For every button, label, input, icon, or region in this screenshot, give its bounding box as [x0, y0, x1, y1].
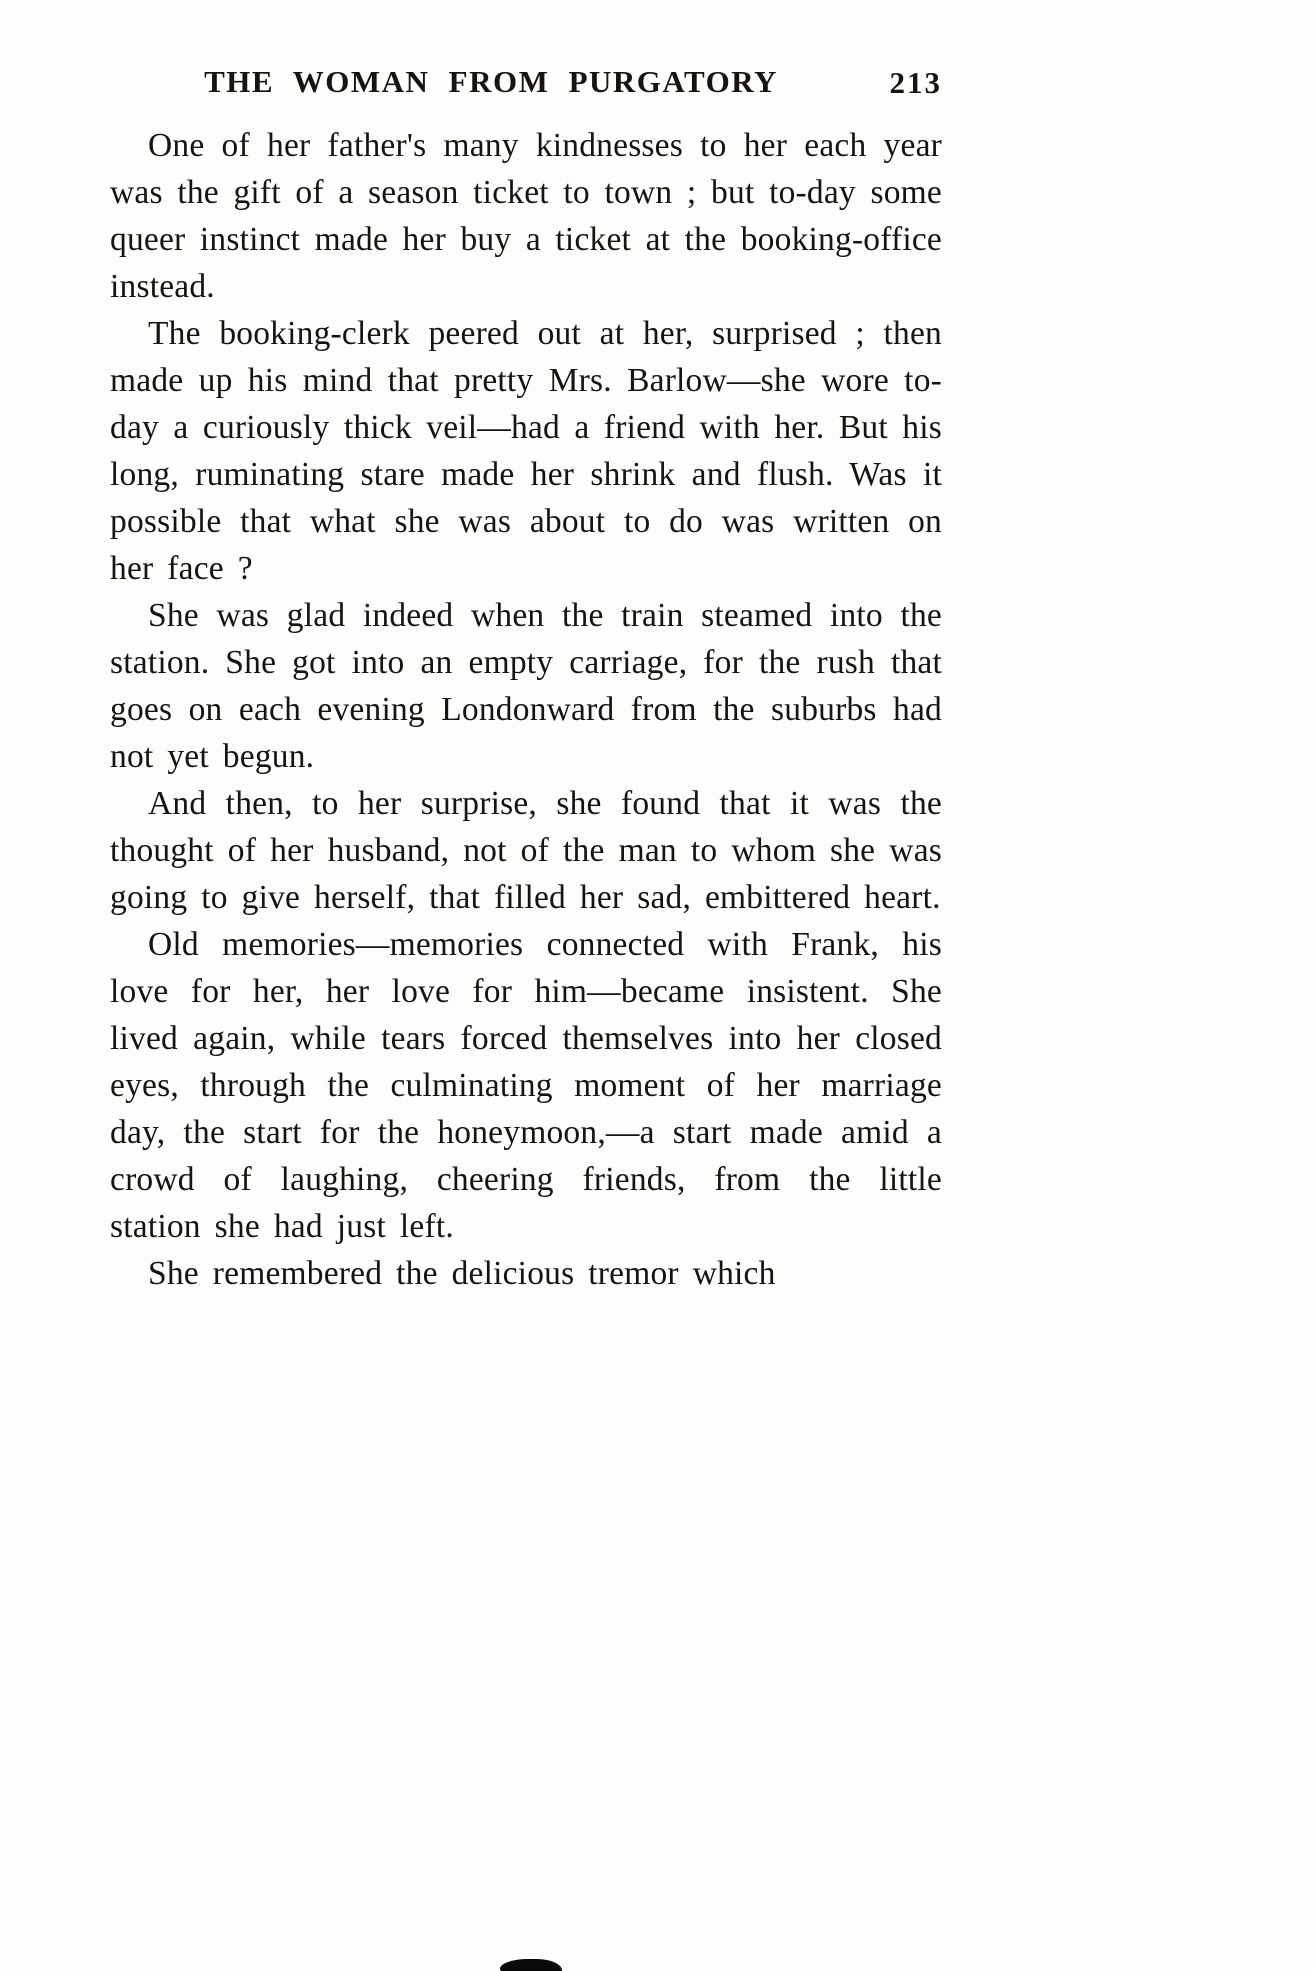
running-head: [110, 64, 942, 108]
body-text: [110, 122, 942, 1297]
text-block: [110, 64, 942, 1297]
scan-artifact: [500, 1959, 562, 1971]
paragraph-2: The booking-clerk peered out at her, surprised ; then made up his mind that pretty Mrs. Barlow—she wore to-day a curiously thick veil—had a friend with her. But his long, ruminating stare made her shrink and flush. Was it possible that what she was about to do was written on her face ?: [110, 315, 942, 587]
page-number: 213: [889, 65, 942, 100]
paragraph-3: She was glad indeed when the train steamed into the station. She got into an empty carriage, for the rush that goes on each evening Londonward from the suburbs had not yet begun.: [110, 597, 942, 775]
paragraph-4: And then, to her surprise, she found that it was the thought of her husband, not of the man to whom she was going to give herself, that filled her sad, embittered heart.: [110, 785, 942, 916]
paragraph-5: Old memories—memories connected with Frank, his love for her, her love for him—became insistent. She lived again, while tears forced themselves into her closed eyes, through the culminating moment of her marriage day, the start for the honeymoon,—a start made amid a crowd of laughing, cheering friends, from the little station she had just left.: [110, 926, 942, 1245]
paragraph-6: She remembered the delicious tremor which: [148, 1255, 776, 1292]
paragraph-1: One of her father's many kindnesses to her each year was the gift of a season ticket to town ; but to-day some queer instinct made her buy a ticket at the booking-office instead.: [110, 127, 942, 305]
running-head-title: THE WOMAN FROM PURGATORY: [204, 64, 778, 99]
